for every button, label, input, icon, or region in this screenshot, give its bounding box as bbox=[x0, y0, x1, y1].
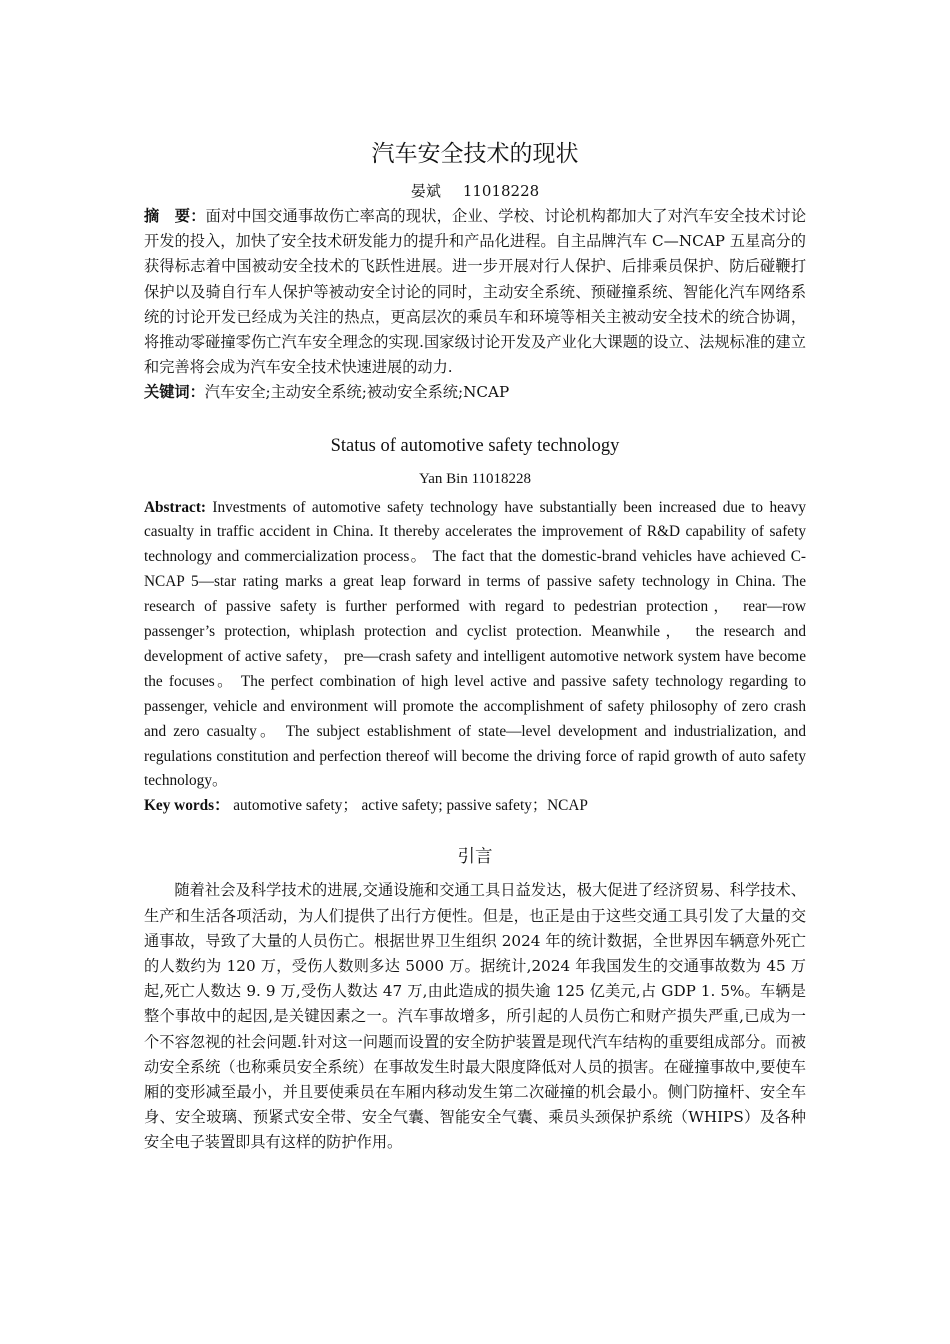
section-title-intro: 引言 bbox=[457, 847, 493, 868]
keywords-en-label: Key words： bbox=[144, 797, 230, 815]
author-student-id: 11018228 bbox=[462, 181, 540, 200]
author-line-en: Yan Bin 11018228 bbox=[418, 470, 532, 487]
author-line-zh bbox=[144, 180, 806, 202]
abstract-en bbox=[144, 496, 806, 795]
keywords-en-body: automotive safety； active safety; passive safety；NCAP bbox=[229, 797, 588, 815]
keywords-en bbox=[144, 794, 806, 819]
keywords-zh-label: 关键词： bbox=[144, 383, 205, 402]
abstract-en-body: Investments of automotive safety technology have substantially been increased due to heavy casualty in traffic accident in China. It thereby accelerates the improvement of R&D capability of safety technology and commercialization process。 The fact that the domestic-brand vehicles have achieved C-NCAP 5—star rating marks a great leap forward in terms of passive safety technology in China. The research of passive safety is further performed with regard to pedestrian protection， rear—row passenger’s protection, whiplash protection and cyclist protection. Meanwhile， the research and development of active safety， pre—crash safety and intelligent automotive network system have become the focuses。 The perfect combination of high level active and passive safety technology regarding to passenger, vehicle and environment will promote the accomplishment of safety philosophy of zero crash and zero casualty。 The subject establishment of state—level development and industrialization, and regulations constitution and perfection thereof will become the driving force of rapid growth of auto safety technology。 bbox=[144, 498, 806, 790]
paper-title-zh: 汽车安全技术的现状 bbox=[371, 141, 579, 167]
keywords-zh bbox=[144, 380, 806, 405]
abstract-zh-label: 摘 要： bbox=[144, 206, 206, 225]
paper-content bbox=[144, 140, 806, 1156]
intro-paragraph: 随着社会及科学技术的进展,交通设施和交通工具日益发达，极大促进了经济贸易、科学技术、生产和生活各项活动，为人们提供了出行方便性。但是，也正是由于这些交通工具引发了大量的交通事故，导致了大量的人员伤亡。根据世界卫生组织 2024 年的统计数据，全世界因车辆意外死亡的人数约为 120 万，受伤人数则多达 5000 万。据统计,2024 年我国发生的交通事故数为 45 万起,死亡人数达 9. 9 万,受伤人数达 47 万,由此造成的损失逾 125 亿美元,占 GDP 1. 5%。车辆是整个事故中的起因,是关键因素之一。汽车事故增多，所引起的人员伤亡和财产损失严重,已成为一个不容忽视的社会问题.针对这一问题而设置的安全防护装置是现代汽车结构的重要组成部分。而被动安全系统（也称乘员安全系统）在事故发生时最大限度降低对人员的损害。在碰撞事故中,要使车厢的变形减至最小，并且要使乘员在车厢内移动发生第二次碰撞的机会最小。侧门防撞杆、安全车身、安全玻璃、预紧式安全带、安全气囊、智能安全气囊、乘员头颈保护系统（WHIPS）及各种安全电子装置即具有这样的防护作用。 bbox=[144, 881, 806, 1152]
abstract-zh-body: 面对中国交通事故伤亡率高的现状，企业、学校、讨论机构都加大了对汽车安全技术讨论开发的投入，加快了安全技术研发能力的提升和产品化进程。自主品牌汽车 C—NCAP 五星高分的获得标志着中国被动安全技术的飞跃性进展。进一步开展对行人保护、后排乘员保护、防后碰鞭打保护以及骑自行车人保护等被动安全讨论的同时，主动安全系统、预碰撞系统、智能化汽车网络系统的讨论开发已经成为关注的热点，更高层次的乘员车和环境等相关主被动安全技术的统合协调，将推动零碰撞零伤亡汽车安全理念的实现.国家级讨论开发及产业化大课题的设立、法规标准的建立和完善将会成为汽车安全技术快速进展的动力. bbox=[144, 206, 807, 377]
author-name-zh: 晏斌 bbox=[410, 181, 441, 200]
abstract-zh bbox=[144, 204, 806, 380]
abstract-en-label: Abstract: bbox=[144, 498, 207, 516]
paper-title-en: Status of automotive safety technology bbox=[330, 435, 620, 456]
keywords-zh-body: 汽车安全;主动安全系统;被动安全系统;NCAP bbox=[204, 383, 510, 402]
